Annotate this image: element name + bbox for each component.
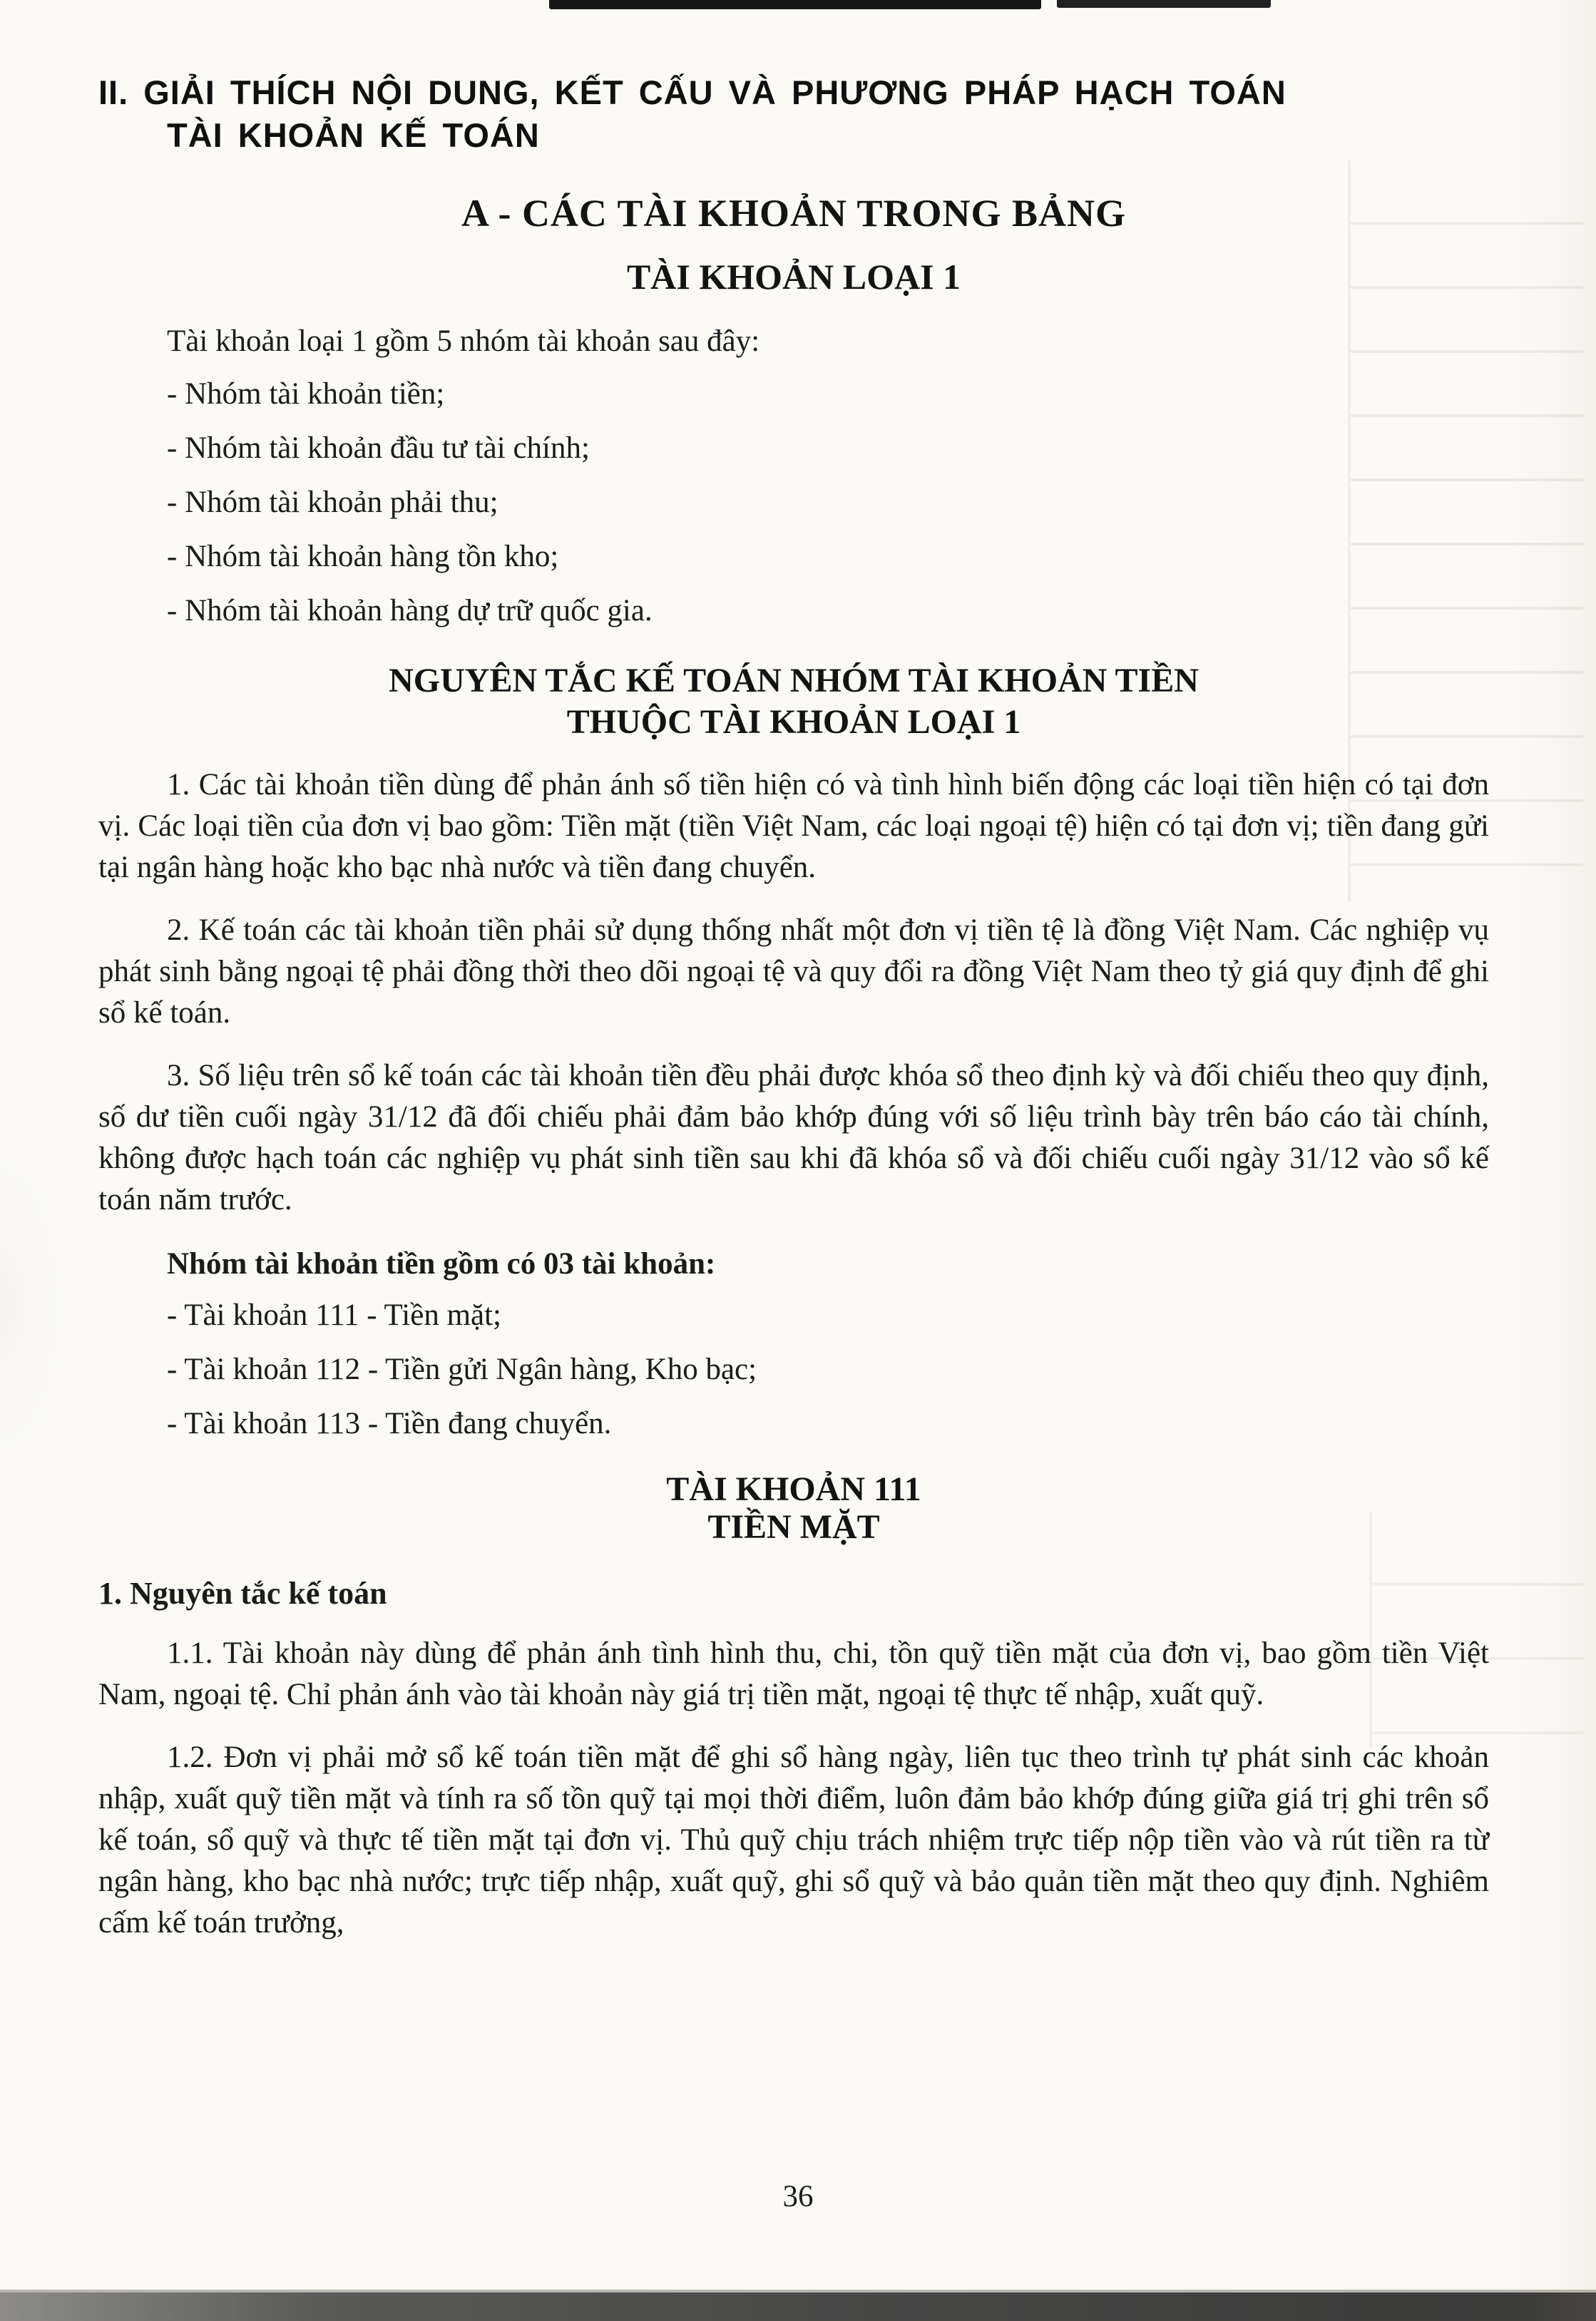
- page-number: 36: [782, 2180, 814, 2213]
- list-item-account-112: - Tài khoản 112 - Tiền gửi Ngân hàng, Kho bạc;: [167, 1353, 757, 1386]
- part-a-heading: A - CÁC TÀI KHOẢN TRONG BẢNG: [461, 192, 1127, 235]
- cash-principle-paragraph-2: 2. Kế toán các tài khoản tiền phải sử dụng thống nhất một đơn vị tiền tệ là đồng Việt Nam. Các nghiệp vụ phát sinh bằng ngoại tệ phải đồng thời theo dõi ngoại tệ và quy đổi ra đồng Việt Nam theo tỷ giá quy định để ghi sổ kế toán.: [98, 913, 1489, 1030]
- account-type-1-heading: TÀI KHOẢN LOẠI 1: [626, 257, 961, 297]
- account-group-list: [98, 374, 1489, 632]
- cash-principles-heading-line1: NGUYÊN TẮC KẾ TOÁN NHÓM TÀI KHOẢN TIỀN: [389, 662, 1199, 700]
- cash-accounts-intro: Nhóm tài khoản tiền gồm có 03 tài khoản:: [167, 1247, 716, 1281]
- cash-account-list: [98, 1295, 1489, 1445]
- account-111-heading: [98, 1470, 1489, 1546]
- account-111-heading-line2: TIỀN MẶT: [707, 1508, 880, 1546]
- section-heading: [98, 71, 1489, 157]
- list-item-group-cash: - Nhóm tài khoản tiền;: [167, 377, 445, 411]
- list-item-group-receivables: - Nhóm tài khoản phải thu;: [167, 486, 498, 519]
- account-111-paragraph-1-2: 1.2. Đơn vị phải mở sổ kế toán tiền mặt để ghi sổ hàng ngày, liên tục theo trình tự phát sinh các khoản nhập, xuất quỹ tiền mặt và tính ra số tồn quỹ tại mọi thời điểm, luôn đảm bảo khớp đúng giữa giá trị ghi trên sổ kế toán, sổ quỹ và thực tế tiền mặt tại đơn vị. Thủ quỹ chịu trách nhiệm trực tiếp nộp tiền vào và rút tiền ra từ ngân hàng, kho bạc nhà nước; trực tiếp nhập, xuất quỹ, ghi sổ quỹ và bảo quản tiền mặt theo quy định. Nghiêm cấm kế toán trưởng,: [98, 1741, 1489, 1940]
- account-111-paragraph-1-1: 1.1. Tài khoản này dùng để phản ánh tình hình thu, chi, tồn quỹ tiền mặt của đơn vị, bao gồm tiền Việt Nam, ngoại tệ. Chỉ phản ánh vào tài khoản này giá trị tiền mặt, ngoại tệ thực tế nhập, xuất quỹ.: [98, 1636, 1489, 1711]
- cash-principle-paragraph-3: 3. Số liệu trên sổ kế toán các tài khoản tiền đều phải được khóa sổ theo định kỳ và đối chiếu theo quy định, số dư tiền cuối ngày 31/12 đã đối chiếu phải đảm bảo khớp đúng với số liệu trình bày trên báo cáo tài chính, không được hạch toán các nghiệp vụ phát sinh tiền sau khi đã khóa sổ và đối chiếu cuối ngày 31/12 vào sổ kế toán năm trước.: [98, 1059, 1489, 1216]
- account-111-heading-line1: TÀI KHOẢN 111: [666, 1470, 921, 1508]
- list-item-account-111: - Tài khoản 111 - Tiền mặt;: [167, 1298, 501, 1332]
- scan-artifact-bottom-bar: [0, 2290, 1596, 2321]
- cash-principles-heading: [98, 660, 1489, 743]
- list-item-group-financial-investment: - Nhóm tài khoản đầu tư tài chính;: [167, 431, 590, 465]
- section-heading-line2: TÀI KHOẢN KẾ TOÁN: [167, 116, 540, 154]
- cash-principles-heading-line2: THUỘC TÀI KHOẢN LOẠI 1: [566, 703, 1021, 741]
- section-heading-line1: II. GIẢI THÍCH NỘI DUNG, KẾT CẤU VÀ PHƯƠNG PHÁP HẠCH TOÁN: [98, 73, 1286, 111]
- list-item-group-national-reserve: - Nhóm tài khoản hàng dự trữ quốc gia.: [167, 594, 653, 627]
- account-111-section-1-heading: 1. Nguyên tắc kế toán: [98, 1576, 387, 1611]
- list-item-group-inventory: - Nhóm tài khoản hàng tồn kho;: [167, 540, 559, 573]
- type1-intro-paragraph: Tài khoản loại 1 gồm 5 nhóm tài khoản sau đây:: [167, 324, 760, 358]
- cash-principle-paragraph-1: 1. Các tài khoản tiền dùng để phản ánh số tiền hiện có và tình hình biến động các loại tiền hiện có tại đơn vị. Các loại tiền của đơn vị bao gồm: Tiền mặt (tiền Việt Nam, các loại ngoại tệ) hiện có tại đơn vị; tiền đang gửi tại ngân hàng hoặc kho bạc nhà nước và tiền đang chuyển.: [98, 768, 1489, 884]
- list-item-account-113: - Tài khoản 113 - Tiền đang chuyển.: [167, 1407, 612, 1440]
